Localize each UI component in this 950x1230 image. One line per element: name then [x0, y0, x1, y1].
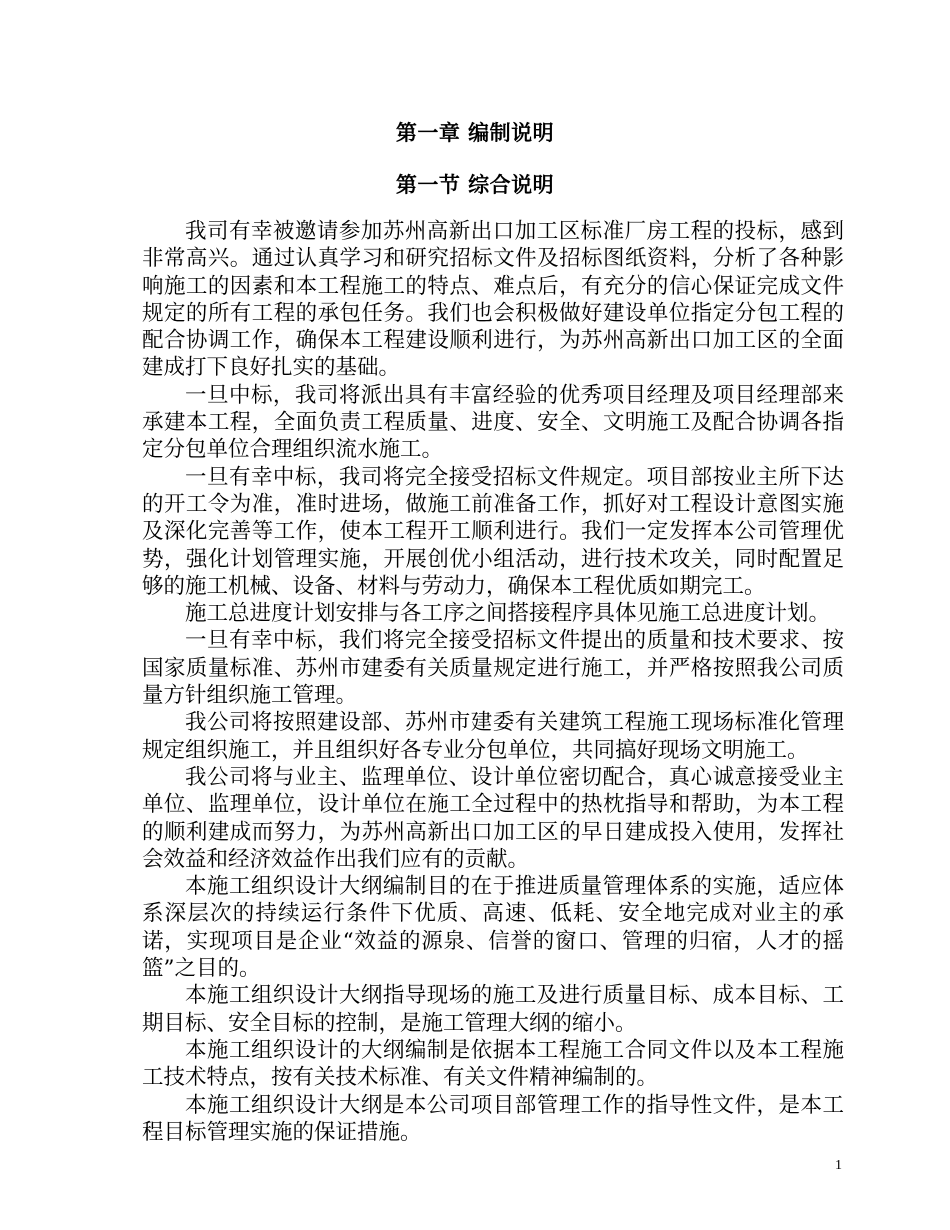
body-text: [142, 218, 844, 1146]
chapter-title: 第一章 编制说明: [395, 121, 555, 145]
paragraph-11: 本施工组织设计大纲是本公司项目部管理工作的指导性文件，是本工程目标管理实施的保证措施。: [142, 1092, 844, 1145]
section-title: 第一节 综合说明: [395, 173, 555, 197]
paragraph-10: 本施工组织设计的大纲编制是依据本工程施工合同文件以及本工程施工技术特点，按有关技术标准、有关文件精神编制的。: [142, 1037, 844, 1091]
paragraph-1: 我司有幸被邀请参加苏州高新出口加工区标准厂房工程的投标，感到非常高兴。通过认真学习和研究招标文件及招标图纸资料，分析了各种影响施工的因素和本工程施工的特点、难点后，有充分的信心保证完成文件规定的所有工程的承包任务。我们也会积极做好建设单位指定分包工程的配合协调工作，确保本工程建设顺利进行，为苏州高新出口加工区的全面建成打下良好扎实的基础。: [142, 219, 844, 381]
paragraph-2: 一旦中标，我司将派出具有丰富经验的优秀项目经理及项目经理部来承建本工程，全面负责工程质量、进度、安全、文明施工及配合协调各指定分包单位合理组织流水施工。: [142, 382, 844, 463]
paragraph-6: 我公司将按照建设部、苏州市建委有关建筑工程施工现场标准化管理规定组织施工，并且组织好各专业分包单位，共同搞好现场文明施工。: [142, 710, 844, 763]
paragraph-5: 一旦有幸中标，我们将完全接受招标文件提出的质量和技术要求、按国家质量标准、苏州市建委有关质量规定进行施工，并严格按照我公司质量方针组织施工管理。: [142, 628, 844, 709]
paragraph-7: 我公司将与业主、监理单位、设计单位密切配合，真心诚意接受业主单位、监理单位，设计单位在施工全过程中的热枕指导和帮助，为本工程的顺利建成而努力，为苏州高新出口加工区的早日建成投入使用，发挥社会效益和经济效益作出我们应有的贡献。: [142, 764, 844, 872]
paragraph-4: 施工总进度计划安排与各工序之间搭接程序具体见施工总进度计划。: [185, 601, 831, 627]
paragraph-3: 一旦有幸中标，我司将完全接受招标文件规定。项目部按业主所下达的开工令为准，准时进场，做施工前准备工作，抓好对工程设计意图实施及深化完善等工作，使本工程开工顺利进行。我们一定发挥本公司管理优势，强化计划管理实施，开展创优小组活动，进行技术攻关，同时配置足够的施工机械、设备、材料与劳动力，确保本工程优质如期完工。: [142, 464, 844, 599]
page-number: 1: [835, 1158, 842, 1173]
paragraph-9: 本施工组织设计大纲指导现场的施工及进行质量目标、成本目标、工期目标、安全目标的控制，是施工管理大纲的缩小。: [142, 983, 844, 1036]
paragraph-8: 本施工组织设计大纲编制目的在于推进质量管理体系的实施，适应体系深层次的持续运行条件下优质、高速、低耗、安全地完成对业主的承诺，实现项目是企业“效益的源泉、信誉的窗口、管理的归宿，人才的摇篮”之目的。: [142, 874, 844, 982]
